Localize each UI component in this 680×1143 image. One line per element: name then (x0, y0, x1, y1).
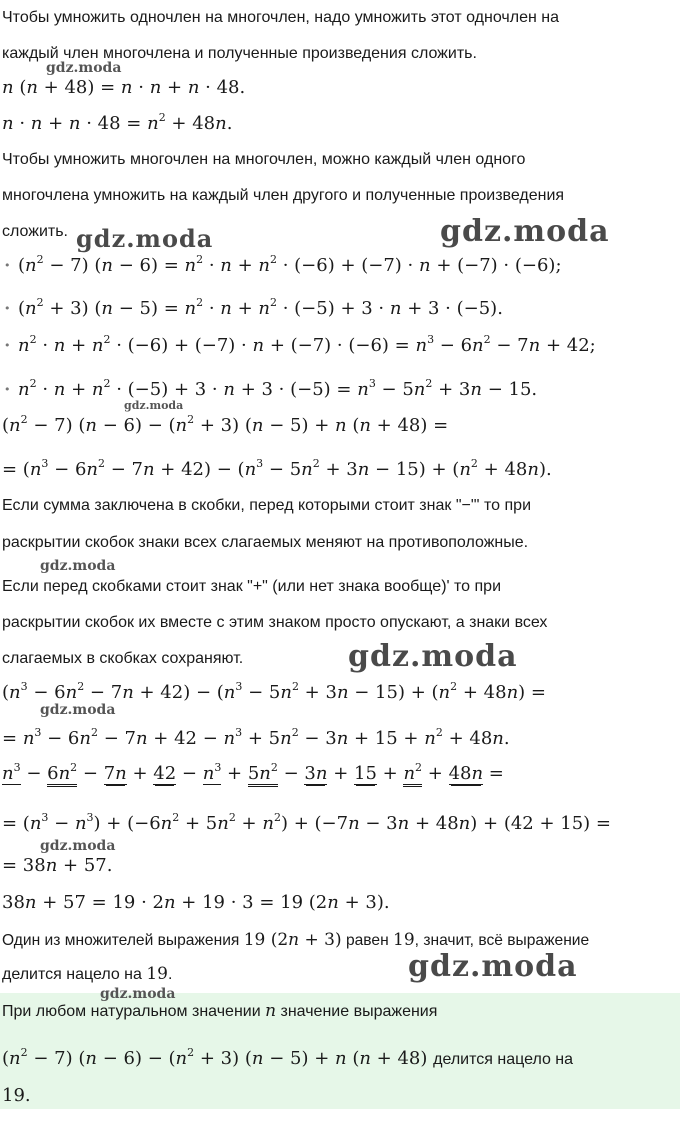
equation-3: $(n^2 - 7) (n - 6) - (n^2 + 3) (n - 5) + n$ (n + 48) = (2, 413, 449, 436)
watermark-small: gdz.moda (46, 60, 122, 76)
bullet-2: • $(n^2 + 3) (n - 5) = n^2 \cdot n + n^2 \cdot (-5) + 3 \cdot n + 3 \cdot (-5)$. (18, 297, 503, 321)
rule-2-line-1: Чтобы умножить многочлен на многочлен, можно каждый член одного (2, 151, 526, 168)
equation-1: n (n + 48) = n · n + n · 48. (2, 77, 246, 98)
answer-line-2-text: делится нацело на (433, 1051, 574, 1068)
equation-9: = 38n + 57. (2, 855, 113, 876)
watermark-large: gdz.moda (348, 639, 518, 674)
answer-line-1: При любом натуральном значении n значение выражения (2, 1001, 438, 1021)
rule-2-line-3: сложить. (2, 223, 68, 240)
equation-2: $n \cdot n + n \cdot 48 = n^2 + 48n$. (2, 111, 233, 134)
watermark-small: gdz.moda (40, 702, 116, 718)
rule-4-line-3: слагаемых в скобках сохраняют. (2, 650, 244, 667)
answer-line-2: $(n^2 - 7) (n - 6) - (n^2 + 3) (n - 5) + n$ (n + 48) делится нацело на (2, 1046, 574, 1069)
equation-4: = $(n^3 - 6n^2 - 7n + 42) - (n^3 - 5n^2 + 3n - 15) + (n^2 + 48n)$. (2, 457, 552, 480)
equation-7-grouped: $n^3 - 6n^2 - 7n + 42 - n^3 + 5n^2 - 3n + 15 + n^2 + 48n$ = (2, 762, 504, 786)
bullet-3: • $n^2 \cdot n + n^2 \cdot (-6) + (-7) \cdot n + (-7) \cdot (-6) = n^3 - 6n^2 - 7n + 42$; (18, 334, 596, 358)
conclusion-line-1: Один из множителей выражения 19 (2n + 3) равен 19, значит, всё выражение (2, 930, 590, 950)
equation-6: = $n^3 - 6n^2 - 7n + 42 - n^3 + 5n^2 - 3n + 15 + n^2 + 48n$. (2, 726, 510, 749)
rule-2-line-2: многочлена умножить на каждый член другого и полученные произведения (2, 187, 565, 204)
watermark-large: gdz.moda (408, 949, 578, 984)
rule-1-line-2: каждый член многочлена и полученные произведения сложить. (2, 45, 477, 62)
watermark-small: gdz.moda (100, 986, 176, 1002)
bullet-4: • $n^2 \cdot n + n^2 \cdot (-5) + 3 \cdot n + 3 \cdot (-5) = n^3 - 5n^2 + 3n - 15$. (18, 378, 537, 402)
rule-4-line-1: Если перед скобками стоит знак "+" (или нет знака вообще)' то при (2, 578, 502, 595)
bullet-1: • $(n^2 - 7) (n - 6) = n^2 \cdot n + n^2 \cdot (-6) + (-7) \cdot n + (-7) \cdot (-6)$; (18, 254, 562, 278)
rule-3-line-2: раскрытии скобок знаки всех слагаемых меняют на противоположные. (2, 534, 529, 551)
watermark-medium: gdz.moda (76, 224, 214, 253)
watermark-small: gdz.moda (40, 838, 116, 854)
watermark-small: gdz.moda (40, 558, 116, 574)
rule-4-line-2: раскрытии скобок их вместе с этим знаком просто опускают, а знаки всех (2, 614, 548, 631)
equation-8: = $(n^3 - n^3) + (-6n^2 + 5n^2 + n^2) + (-7n - 3n + 48n) + (42 + 15)$ = (2, 811, 611, 834)
watermark-small: gdz.moda (124, 399, 184, 412)
rule-3-line-1: Если сумма заключена в скобки, перед которыми стоит знак "−"' то при (2, 497, 532, 514)
conclusion-line-2: делится нацело на 19. (2, 964, 173, 984)
answer-line-3: 19. (2, 1085, 31, 1106)
rule-1-line-1: Чтобы умножить одночлен на многочлен, надо умножить этот одночлен на (2, 9, 559, 26)
equation-5: $(n^3 - 6n^2 - 7n + 42) - (n^3 - 5n^2 + 3n - 15) + (n^2 + 48n)$ = (2, 680, 546, 703)
equation-10: 38n + 57 = 19 · 2n + 19 · 3 = 19 (2n + 3). (2, 892, 390, 913)
watermark-large: gdz.moda (440, 214, 610, 249)
